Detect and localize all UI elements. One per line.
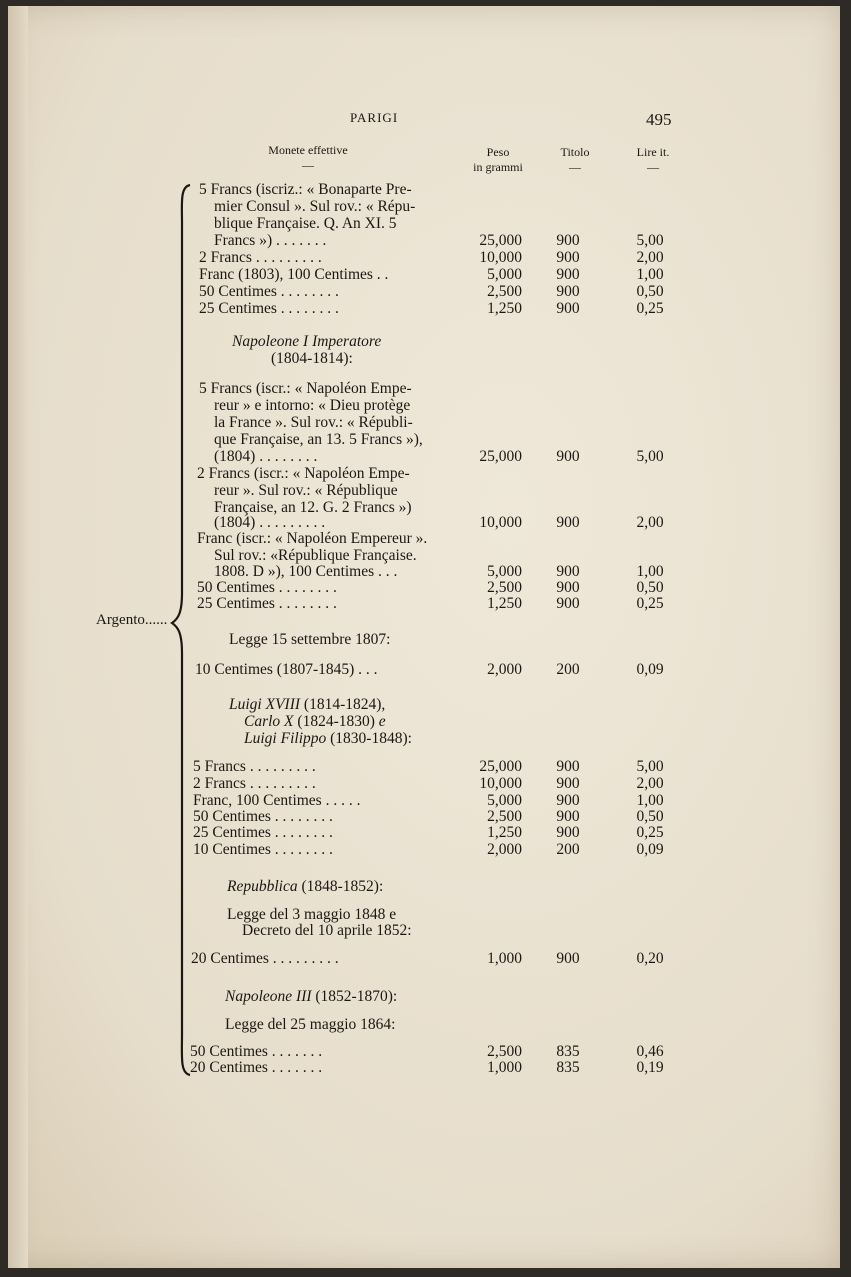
- table-row: reur ». Sul rov.: « République: [214, 482, 398, 499]
- table-row: 5 Francs . . . . . . . . . 25,000 900 5,00: [193, 758, 664, 775]
- table-row: reur » e intorno: « Dieu protège: [214, 397, 411, 414]
- table-row: la France ». Sul rov.: « Républi-: [214, 414, 413, 431]
- col-header-lire: Lire it. —: [636, 145, 670, 174]
- table-row: 50 Centimes . . . . . . . . 2,500 900 0,50: [199, 283, 664, 300]
- table-row: blique Française. Q. An XI. 5: [214, 215, 397, 232]
- table-row: mier Consul ». Sul rov.: « Répu-: [214, 198, 416, 215]
- section-heading: Luigi Filippo (1830-1848):: [244, 730, 412, 747]
- table-row: (1804) . . . . . . . . . 10,000 900 2,00: [214, 514, 664, 531]
- table-row: 5 Francs (iscr.: « Napoléon Empe-: [199, 380, 412, 397]
- col-header-peso: Peso in grammi: [473, 145, 523, 174]
- table-row: Franc (1803), 100 Centimes . . 5,000 900 1,00: [199, 266, 664, 283]
- table-row: Francs ») . . . . . . . 25,000 900 5,00: [214, 232, 664, 249]
- table-row: Franc (iscr.: « Napoléon Empereur ».: [197, 530, 428, 547]
- col-header-titolo: Titolo —: [560, 145, 590, 174]
- section-heading: Napoleone III (1852-1870):: [225, 988, 398, 1005]
- table-row: 5 Francs (iscriz.: « Bonaparte Pre-: [199, 181, 412, 198]
- table-row: 20 Centimes . . . . . . . . . 1,000 900 0,20: [191, 950, 664, 967]
- table-row: 10 Centimes (1807-1845) . . . 2,000 200 0,09: [195, 661, 664, 678]
- table-row: 2 Francs (iscr.: « Napoléon Empe-: [197, 465, 410, 482]
- table-row: 2 Francs . . . . . . . . . 10,000 900 2,00: [193, 775, 664, 792]
- section-heading: (1804-1814):: [271, 350, 353, 367]
- section-heading: Legge del 3 maggio 1848 e: [227, 906, 397, 923]
- section-heading: Decreto del 10 aprile 1852:: [242, 922, 412, 939]
- table-row: (1804) . . . . . . . . 25,000 900 5,00: [214, 448, 664, 465]
- table-row: Française, an 12. G. 2 Francs »): [214, 499, 412, 516]
- running-head: PARIGI: [350, 110, 399, 125]
- curly-brace: [170, 183, 196, 1077]
- table-row: 50 Centimes . . . . . . . . 2,500 900 0,50: [197, 579, 664, 596]
- col-header-monete: Monete effettive —: [268, 143, 348, 172]
- table-row: Sul rov.: «République Française.: [214, 547, 417, 564]
- argento-label: Argento......: [96, 612, 168, 628]
- section-heading: Luigi XVIII (1814-1824),: [229, 696, 386, 713]
- section-heading: Napoleone I Imperatore: [232, 333, 382, 350]
- table-row: 25 Centimes . . . . . . . . 1,250 900 0,25: [197, 595, 664, 612]
- table-row: Franc, 100 Centimes . . . . . 5,000 900 1,00: [193, 792, 664, 809]
- table-row: 2 Francs . . . . . . . . . 10,000 900 2,00: [199, 249, 664, 266]
- table-row: 20 Centimes . . . . . . . 1,000 835 0,19: [190, 1059, 664, 1076]
- table-row: que Française, an 13. 5 Francs »),: [214, 431, 423, 448]
- table-row: 50 Centimes . . . . . . . 2,500 835 0,46: [190, 1043, 664, 1060]
- section-heading: Repubblica (1848-1852):: [227, 878, 384, 895]
- table-row: 1808. D »), 100 Centimes . . . 5,000 900 1,00: [214, 563, 664, 580]
- table-row: 50 Centimes . . . . . . . . 2,500 900 0,50: [193, 808, 664, 825]
- table-row: 10 Centimes . . . . . . . . 2,000 200 0,09: [193, 841, 664, 858]
- table-row: 25 Centimes . . . . . . . . 1,250 900 0,25: [199, 300, 664, 317]
- page-number: 495: [646, 110, 672, 129]
- table-row: 25 Centimes . . . . . . . . 1,250 900 0,25: [193, 824, 664, 841]
- section-heading: Legge del 25 maggio 1864:: [225, 1016, 396, 1033]
- section-heading: Carlo X (1824-1830) e: [244, 713, 386, 730]
- section-heading: Legge 15 settembre 1807:: [229, 631, 391, 648]
